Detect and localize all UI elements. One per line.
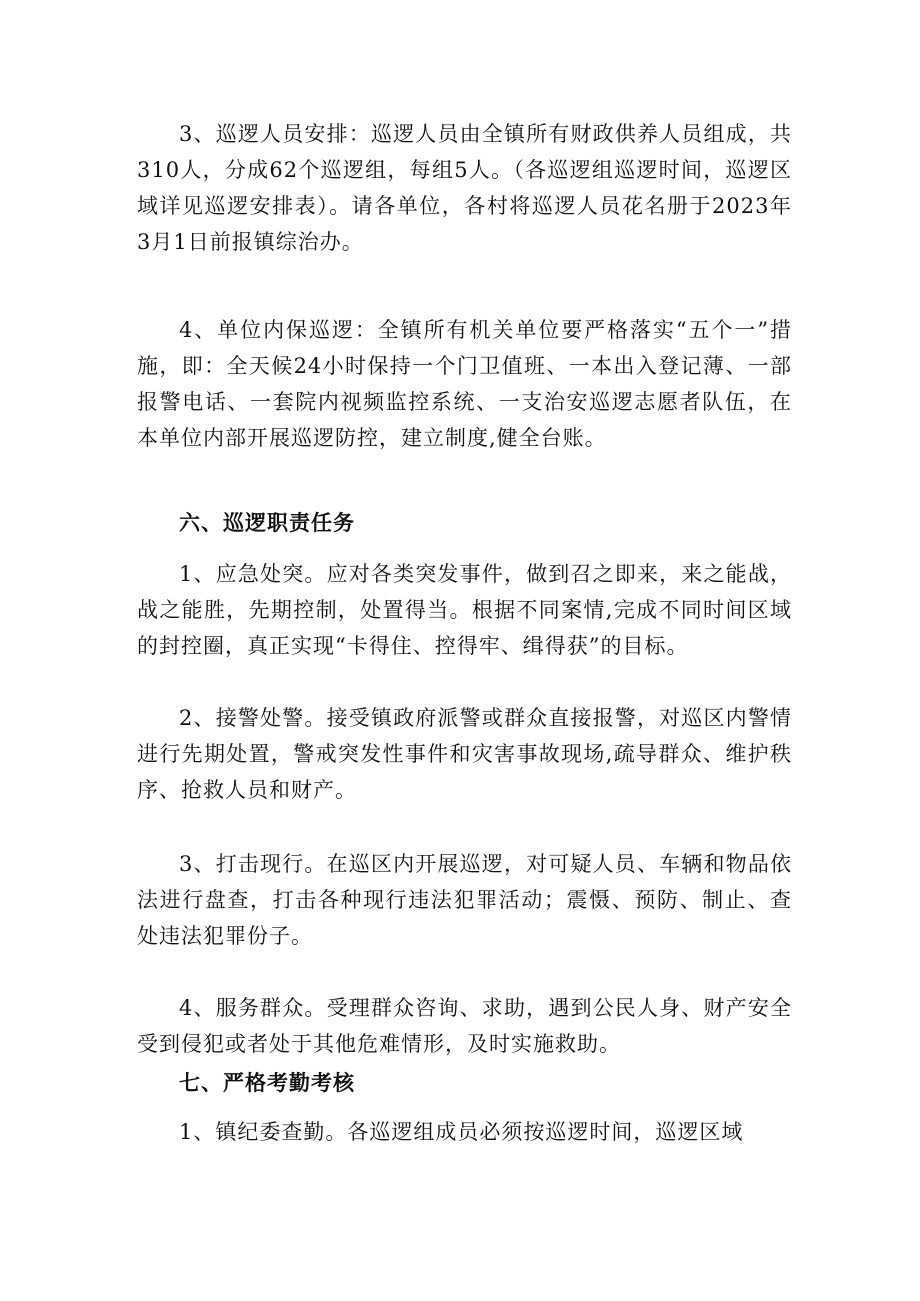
- paragraph-service: 4、服务群众。受理群众咨询、求助，遇到公民人身、财产安全受到侵犯或者处于其他危难情形，及时实施救助。: [137, 996, 792, 1056]
- paragraph-unit-patrol: 4、单位内保巡逻：全镇所有机关单位要严格落实“五个一”措施，即：全天候24小时保持一个门卫值班、一本出入登记薄、一部报警电话、一套院内视频监控系统、一支治安巡逻志愿者队伍，在本单位内部开展巡逻防控，建立制度,健全台账。: [137, 318, 792, 450]
- paragraph-discipline: 1、镇纪委查勤。各巡逻组成员必须按巡逻时间，巡逻区域: [179, 1120, 744, 1144]
- paragraph-alarm: 2、接警处警。接受镇政府派警或群众直接报警，对巡区内警情进行先期处置，警戒突发性事件和灾害事故现场,疏导群众、维护秩序、抢救人员和财产。: [137, 706, 792, 802]
- paragraph-emergency: 1、应急处突。应对各类突发事件，做到召之即来，来之能战，战之能胜，先期控制，处置得当。根据不同案情,完成不同时间区域的封控圈，真正实现“卡得住、控得牢、缉得获”的目标。: [137, 562, 792, 658]
- paragraph-patrol-personnel: 3、巡逻人员安排：巡逻人员由全镇所有财政供养人员组成，共310人，分成62个巡逻组，每组5人。（各巡逻组巡逻时间，巡逻区域详见巡逻安排表）。请各单位，各村将巡逻人员花名册于2023年3月1日前报镇综治办。: [137, 122, 792, 254]
- paragraph-crime: 3、打击现行。在巡区内开展巡逻，对可疑人员、车辆和物品依法进行盘查，打击各种现行违法犯罪活动；震慑、预防、制止、查处违法犯罪份子。: [137, 852, 792, 948]
- section-heading-seven: 七、严格考勤考核: [179, 1071, 355, 1095]
- section-heading-six: 六、巡逻职责任务: [179, 511, 355, 535]
